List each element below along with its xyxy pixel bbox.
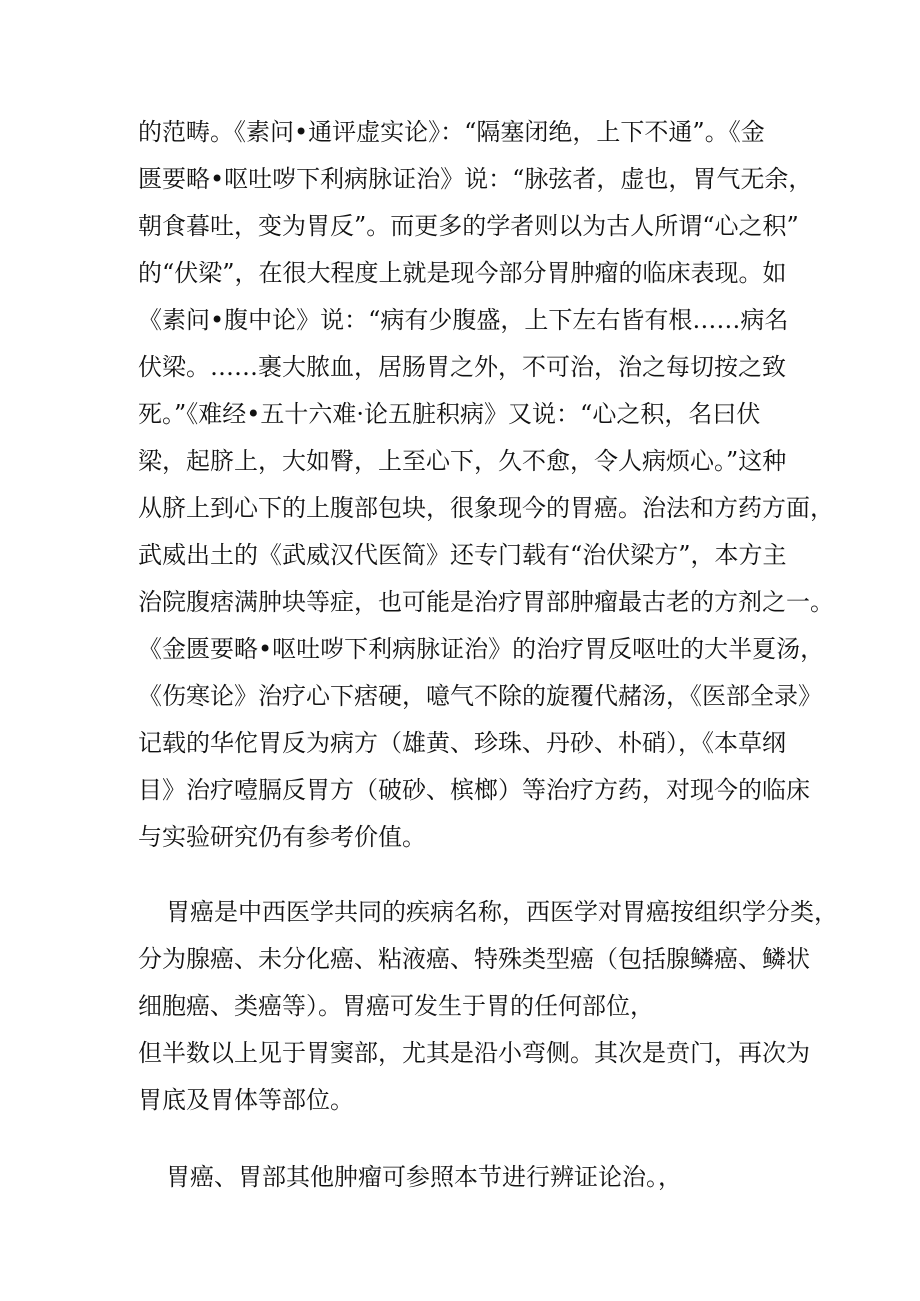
text-line: 与实验研究仍有参考价值。 xyxy=(138,823,426,851)
text-line: 武威出土的《武威汉代医简》还专门载有“治伏梁方”，本方主 xyxy=(138,541,787,569)
text-line: 死。”《难经•五十六难·论五脏积病》又说：“心之积，名曰伏 xyxy=(138,400,761,428)
text-line: 朝食暮吐，变为胃反”。而更多的学者则以为古人所谓“心之积” xyxy=(138,212,799,240)
text-line: 的范畴。《素问•通评虚实论》：“隔塞闭绝，上下不通”。《金 xyxy=(138,118,765,146)
text-line: 匮要略•呕吐哕下利病脉证治》说：“脉弦者，虚也，胃气无余， xyxy=(138,165,813,193)
text-line: 但半数以上见于胃窦部，尤其是沿小弯侧。其次是贲门，再次为 xyxy=(138,1039,810,1067)
text-line: 胃癌、胃部其他肿瘤可参照本节进行辨证论治。， xyxy=(166,1163,682,1191)
text-line: 胃癌是中西医学共同的疾病名称，西医学对胃癌按组织学分类， xyxy=(166,898,838,926)
text-line: 《伤寒论》治疗心下痞硬，噫气不除的旋覆代赭汤，《医部全录》 xyxy=(138,682,822,710)
text-line: 细胞癌、类癌等）。胃癌可发生于胃的任何部位， xyxy=(138,992,654,1020)
text-line: 分为腺癌、未分化癌、粘液癌、特殊类型癌（包括腺鳞癌、鳞状 xyxy=(138,945,810,973)
text-line: 《素问•腹中论》说：“病有少腹盛，上下左右皆有根……病名 xyxy=(138,306,789,334)
text-line: 《金匮要略•呕吐哕下利病脉证治》的治疗胃反呕吐的大半夏汤， xyxy=(138,635,825,663)
text-line: 从脐上到心下的上腹部包块，很象现今的胃癌。治法和方药方面， xyxy=(138,494,834,522)
text-line: 治院腹痞满肿块等症，也可能是治疗胃部肿瘤最古老的方剂之一。 xyxy=(138,588,834,616)
text-line: 记载的华佗胃反为病方（雄黄、珍珠、丹砂、朴硝），《本草纲 xyxy=(138,729,786,757)
text-line: 目》治疗噎膈反胃方（破砂、槟榔）等治疗方药，对现今的临床 xyxy=(138,776,810,804)
text-line: 的“伏梁”，在很大程度上就是现今部分胃肿瘤的临床表现。如 xyxy=(138,259,787,287)
text-line: 伏梁。……裹大脓血，居肠胃之外，不可治，治之每切按之致 xyxy=(138,353,786,381)
text-line: 胃底及胃体等部位。 xyxy=(138,1086,354,1114)
text-line: 梁，起脐上，大如臀，上至心下，久不愈，令人病烦心。”这种 xyxy=(138,447,787,475)
